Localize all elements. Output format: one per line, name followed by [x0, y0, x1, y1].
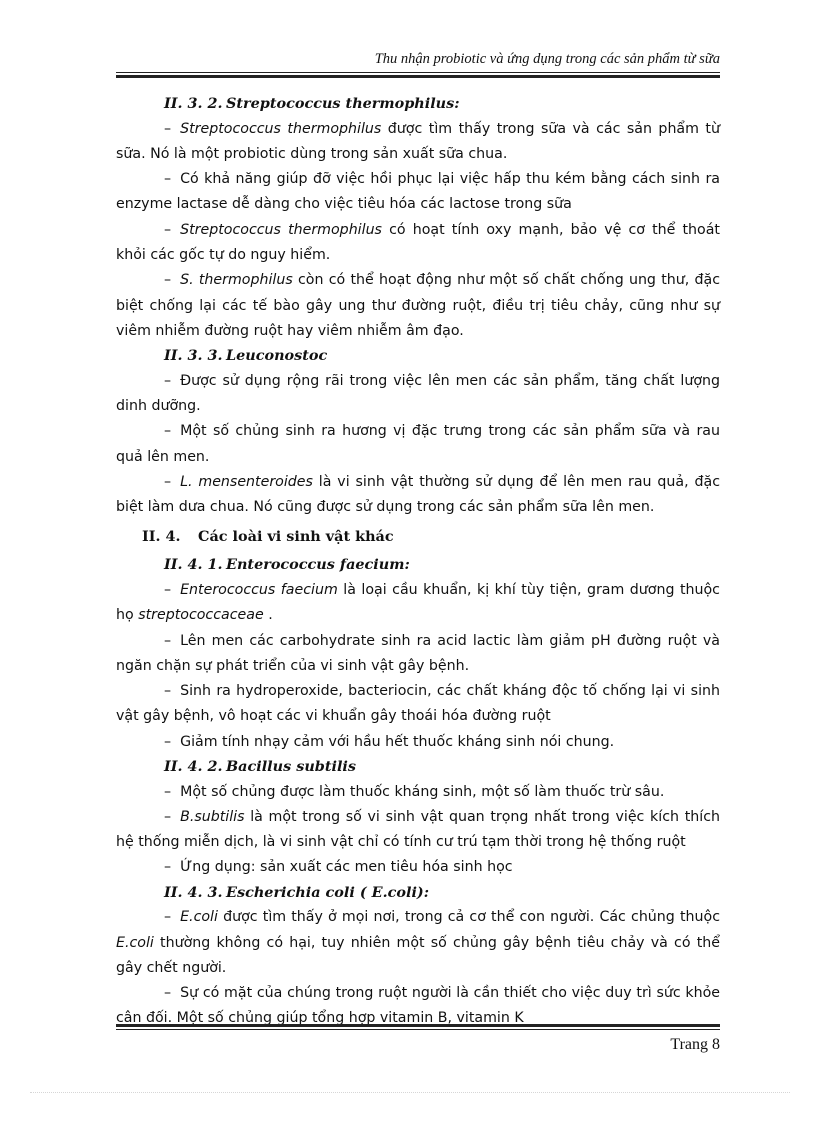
heading-number: II. 4. 3.	[164, 883, 223, 901]
heading-number: II. 4. 1.	[164, 556, 223, 574]
bullet-paragraph	[116, 117, 720, 168]
dash-bullet: –	[164, 808, 172, 825]
heading-title: Streptococcus thermophilus:	[226, 95, 460, 112]
bullet-paragraph	[116, 730, 720, 755]
species-name: Enterococcus faecium	[180, 581, 338, 598]
dash-bullet: –	[164, 423, 172, 440]
dash-bullet: –	[164, 473, 172, 490]
species-name: B.subtilis	[180, 808, 245, 825]
bullet-paragraph	[116, 470, 720, 521]
bullet-paragraph	[116, 679, 720, 730]
paragraph-text: Một số chủng sinh ra hương vị đặc trưng trong các sản phẩm sữa và rau quả lên men.	[116, 423, 720, 465]
heading-title: Escherichia coli ( E.coli):	[226, 883, 430, 901]
paragraph-text: Giảm tính nhạy cảm với hầu hết thuốc kháng sinh nói chung.	[180, 733, 615, 750]
dash-bullet: –	[164, 733, 172, 750]
dash-bullet: –	[164, 985, 172, 1002]
paragraph-text: Sinh ra hydroperoxide, bacteriocin, các chất kháng độc tố chống lại vi sinh vật gây bệnh, vô hoạt các vi khuẩn gây thoái hóa đường ruột	[116, 683, 720, 725]
dash-bullet: –	[164, 859, 172, 876]
species-name: L. mensenteroides	[180, 473, 313, 490]
paragraph-text: Lên men các carbohydrate sinh ra acid lactic làm giảm pH đường ruột và ngăn chặn sự phát triển của vi sinh vật gây bệnh.	[116, 632, 720, 674]
header-rule-thick	[116, 75, 720, 78]
dash-bullet: –	[164, 272, 172, 289]
heading-title: Các loài vi sinh vật khác	[198, 528, 394, 546]
heading-title: Enterococcus faecium:	[226, 556, 410, 574]
species-name: E.coli	[180, 909, 218, 926]
paragraph-text: là vi sinh vật thường sử dụng để lên men rau quả, đặc biệt làm dưa chua. Nó cũng được sử dụng trong các sản phẩm sữa lên men.	[116, 473, 720, 516]
bullet-paragraph	[116, 419, 720, 470]
bullet-paragraph	[116, 218, 720, 269]
page-edge-dotted-line	[30, 1092, 790, 1093]
heading-title: Leuconostoc	[226, 347, 328, 365]
paragraph-text: Sự có mặt của chúng trong ruột người là cần thiết cho việc duy trì sức khỏe cân đối. Một số chủng giúp tổng hợp vitamin B, vitamin K	[116, 985, 720, 1027]
heading-title: Bacillus subtilis	[226, 758, 357, 776]
subsection-heading	[116, 92, 720, 117]
footer-rule-thin	[116, 1029, 720, 1030]
paragraph-text: còn có thể hoạt động như một số chất chống ung thư, đặc biệt chống lại các tế bào gây ung thư đường ruột, điều trị tiêu chảy, cũng như sự viêm nhiễm đường ruột hay viêm nhiễm âm đạo.	[116, 272, 720, 339]
bullet-paragraph	[116, 167, 720, 218]
species-name: S. thermophilus	[180, 272, 293, 289]
subsection-heading	[116, 755, 720, 780]
heading-number: II. 3. 3.	[164, 347, 223, 365]
dash-bullet: –	[164, 372, 172, 389]
bullet-paragraph	[116, 629, 720, 680]
paragraph-text: Một số chủng được làm thuốc kháng sinh, một số làm thuốc trừ sâu.	[180, 783, 665, 800]
dash-bullet: –	[164, 120, 172, 137]
footer-rule-thick	[116, 1024, 720, 1027]
paragraph-text: Có khả năng giúp đỡ việc hồi phục lại việc hấp thu kém bằng cách sinh ra enzyme lactase dễ dàng cho việc tiêu hóa các lactose trong sữa	[116, 171, 720, 213]
dash-bullet: –	[164, 783, 172, 800]
dash-bullet: –	[164, 171, 172, 188]
paragraph-text: được tìm thấy trong sữa và các sản phẩm từ sữa. Nó là một probiotic dùng trong sản xuất sữa chua.	[116, 120, 720, 162]
heading-number: II. 4. 2.	[164, 758, 223, 776]
header-rule-thin	[116, 72, 720, 73]
page-content	[116, 92, 720, 1032]
bullet-paragraph	[116, 578, 720, 629]
paragraph-text: Ứng dụng: sản xuất các men tiêu hóa sinh học	[180, 859, 513, 876]
bullet-paragraph	[116, 855, 720, 880]
dash-bullet: –	[164, 683, 172, 700]
paragraph-text: thường không có hại, tuy nhiên một số chủng gây bệnh tiêu chảy và có thể gây chết người.	[116, 934, 720, 976]
species-name: Streptococcus thermophilus	[180, 120, 382, 137]
section-heading	[116, 522, 720, 552]
dash-bullet: –	[164, 581, 172, 598]
paragraph-text: Được sử dụng rộng rãi trong việc lên men các sản phẩm, tăng chất lượng dinh dưỡng.	[116, 372, 720, 414]
page-number: Trang 8	[670, 1036, 720, 1053]
species-name: E.coli	[116, 934, 154, 951]
paragraph-text: .	[263, 607, 273, 624]
bullet-paragraph	[116, 780, 720, 805]
bullet-paragraph	[116, 268, 720, 344]
paragraph-text: là loại cầu khuẩn, kị khí tùy tiện, gram dương thuộc họ	[116, 581, 720, 624]
heading-number: II. 4.	[142, 528, 181, 546]
bullet-paragraph	[116, 905, 720, 981]
paragraph-text: có hoạt tính oxy mạnh, bảo vệ cơ thể thoát khỏi các gốc tự do nguy hiểm.	[116, 221, 720, 263]
heading-number: II. 3. 2.	[164, 95, 223, 112]
species-name: streptococcaceae	[138, 607, 264, 624]
paragraph-text: là một trong số vi sinh vật quan trọng nhất trong việc kích thích hệ thống miễn dịch, là vi sinh vật chỉ có tính cư trú tạm thời trong hệ thống ruột	[116, 808, 720, 851]
dash-bullet: –	[164, 221, 172, 238]
species-name: Streptococcus thermophilus	[180, 221, 382, 238]
subsection-heading	[116, 344, 720, 369]
subsection-heading	[116, 881, 720, 906]
dash-bullet: –	[164, 909, 172, 926]
paragraph-text: được tìm thấy ở mọi nơi, trong cả cơ thể con người. Các chủng thuộc	[217, 909, 720, 926]
header-title: Thu nhận probiotic và ứng dụng trong các sản phẩm từ sữa	[374, 51, 720, 67]
bullet-paragraph	[116, 369, 720, 420]
subsection-heading	[116, 553, 720, 578]
dash-bullet: –	[164, 632, 172, 649]
bullet-paragraph	[116, 805, 720, 856]
